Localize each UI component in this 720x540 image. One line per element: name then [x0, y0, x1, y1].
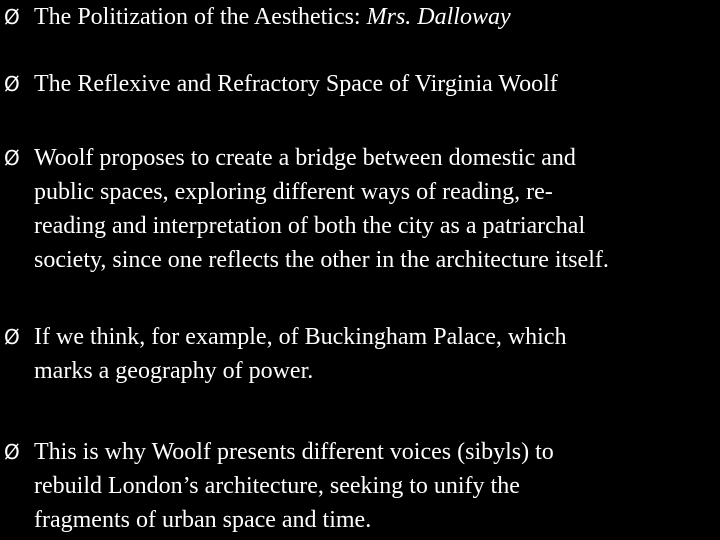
bullet-arrow-icon: Ø [4, 146, 20, 170]
bullet-text [34, 141, 704, 277]
bullet-arrow-icon: Ø [4, 72, 20, 96]
bullet-line: fragments of urban space and time. [34, 507, 372, 533]
bullet-line: If we think, for example, of Buckingham Palace, which [34, 324, 567, 350]
bullet-text [34, 320, 704, 388]
bullet-line: The Reflexive and Refractory Space of Virginia Woolf [34, 71, 558, 97]
bullet-arrow-icon: Ø [4, 5, 20, 29]
book-title: Mrs. Dalloway [366, 4, 511, 30]
bullet-line: rebuild London’s architecture, seeking to unify the [34, 473, 520, 499]
bullet-line: society, since one reflects the other in the architecture itself. [34, 247, 609, 273]
bullet-line: Woolf proposes to create a bridge between domestic and [34, 145, 576, 171]
bullet-line [34, 0, 704, 34]
bullet-line: This is why Woolf presents different voices (sibyls) to [34, 439, 554, 465]
bullet-line-text: The Politization of the Aesthetics: [34, 4, 367, 30]
bullet-item-2 [4, 67, 704, 101]
bullet-text [34, 67, 704, 101]
bullet-text [34, 0, 704, 34]
bullet-line: marks a geography of power. [34, 358, 314, 384]
bullet-line: public spaces, exploring different ways of reading, re- [34, 179, 553, 205]
bullet-line: reading and interpretation of both the city as a patriarchal [34, 213, 586, 239]
bullet-arrow-icon: Ø [4, 325, 20, 349]
bullet-item-4 [4, 320, 704, 388]
bullet-arrow-icon: Ø [4, 440, 20, 464]
bullet-item-3 [4, 141, 704, 277]
bullet-text [34, 435, 704, 537]
bullet-item-1 [4, 0, 704, 34]
bullet-item-5 [4, 435, 704, 537]
